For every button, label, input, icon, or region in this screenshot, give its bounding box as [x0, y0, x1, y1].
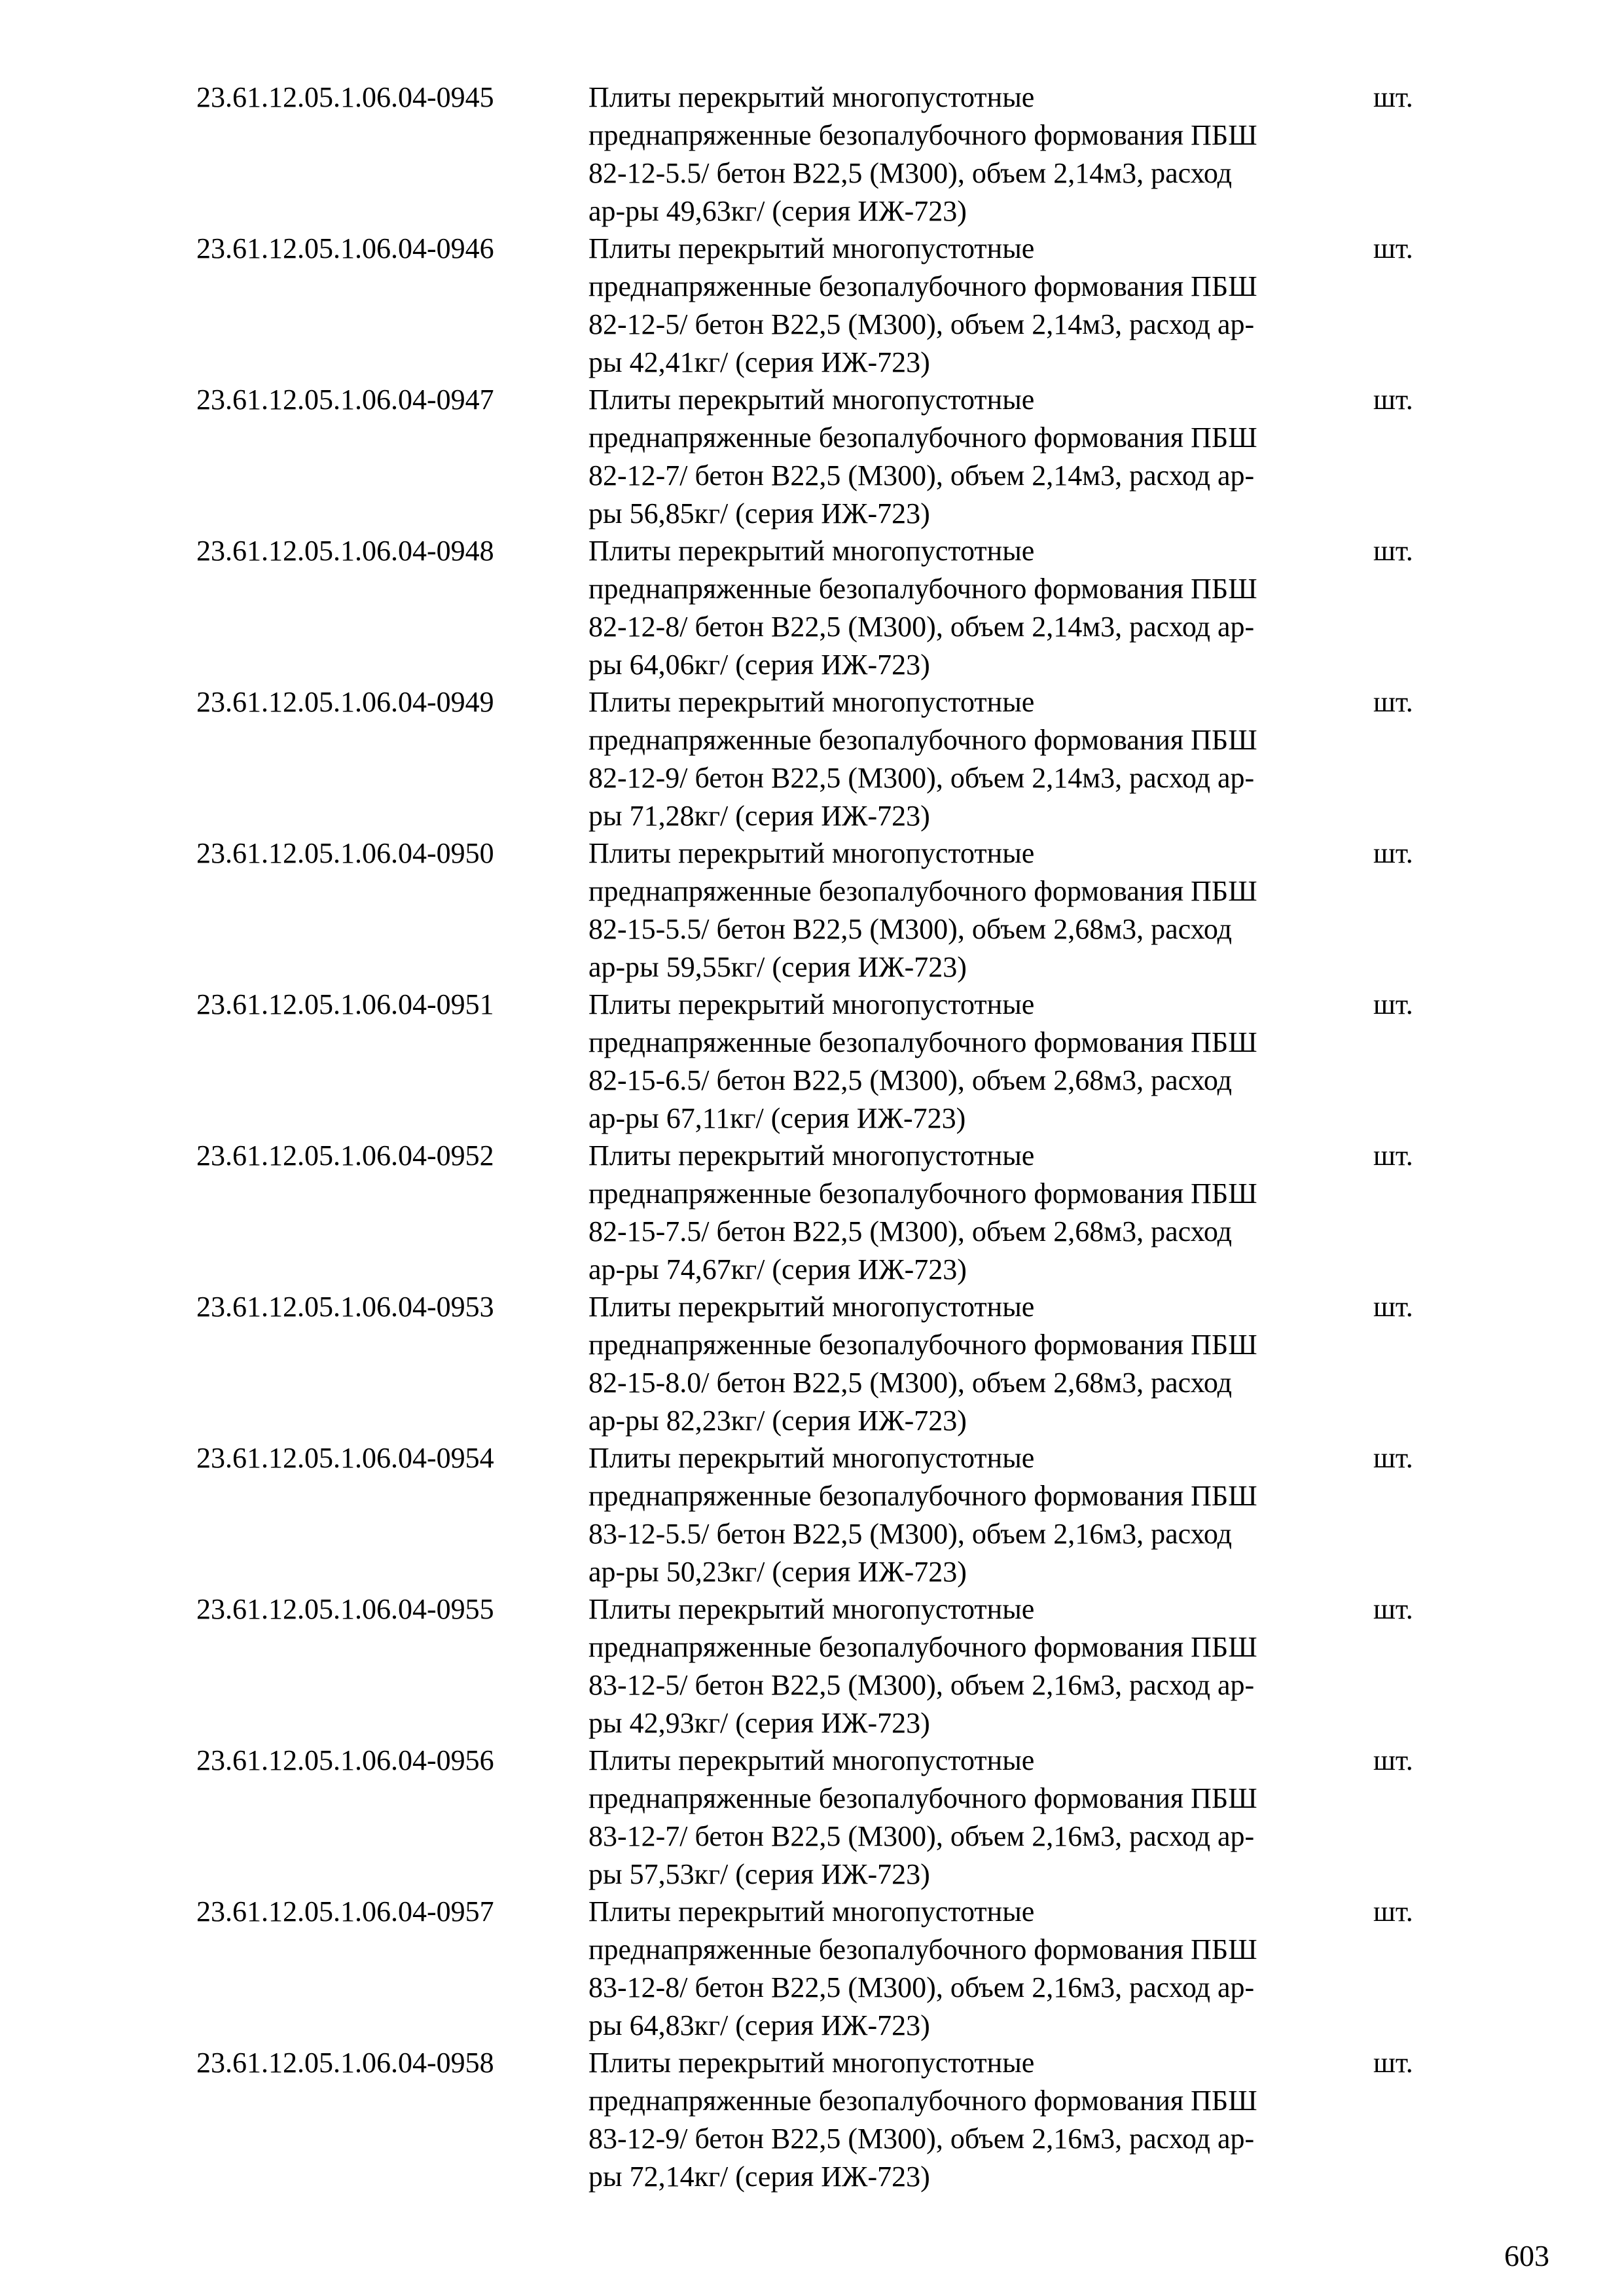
unit-of-measure: шт.: [1373, 384, 1413, 416]
unit-of-measure: шт.: [1373, 1291, 1413, 1323]
description-line-1: Плиты перекрытий многопустотные: [588, 384, 1035, 416]
resource-code: 23.61.12.05.1.06.04-0951: [196, 988, 494, 1020]
description-line-4: ры 42,41кг/ (серия ИЖ-723): [588, 346, 930, 378]
table-row: [0, 1288, 1624, 1439]
description-line-2: преднапряженные безопалубочного формования ПБШ: [588, 1177, 1257, 1210]
description-line-4: ар-ры 67,11кг/ (серия ИЖ-723): [588, 1102, 966, 1134]
description-line-1: Плиты перекрытий многопустотные: [588, 1895, 1035, 1928]
description-line-4: ар-ры 49,63кг/ (серия ИЖ-723): [588, 195, 967, 227]
unit-of-measure: шт.: [1373, 535, 1413, 567]
description-line-4: ры 72,14кг/ (серия ИЖ-723): [588, 2161, 930, 2193]
description-line-3: 82-15-8.0/ бетон В22,5 (М300), объем 2,68м3, расход: [588, 1367, 1233, 1399]
description-line-3: 82-12-5/ бетон В22,5 (М300), объем 2,14м3, расход ар-: [588, 308, 1255, 340]
description-line-1: Плиты перекрытий многопустотные: [588, 1291, 1035, 1323]
resource-code: 23.61.12.05.1.06.04-0955: [196, 1593, 494, 1625]
description-line-3: 82-12-7/ бетон В22,5 (М300), объем 2,14м3, расход ар-: [588, 459, 1255, 492]
table-row: [0, 834, 1624, 986]
table-row: [0, 1742, 1624, 1893]
resource-description: [588, 1137, 1367, 1289]
description-line-3: 82-15-7.5/ бетон В22,5 (М300), объем 2,68м3, расход: [588, 1215, 1233, 1247]
description-line-4: ры 56,85кг/ (серия ИЖ-723): [588, 497, 930, 529]
description-line-3: 83-12-5.5/ бетон В22,5 (М300), объем 2,16м3, расход: [588, 1518, 1233, 1550]
description-line-4: ар-ры 82,23кг/ (серия ИЖ-723): [588, 1405, 967, 1437]
price-list-table: [0, 79, 1624, 2195]
description-line-3: 83-12-9/ бетон В22,5 (М300), объем 2,16м3, расход ар-: [588, 2123, 1255, 2155]
description-line-2: преднапряженные безопалубочного формования ПБШ: [588, 1329, 1257, 1361]
resource-code: 23.61.12.05.1.06.04-0953: [196, 1291, 494, 1323]
description-line-1: Плиты перекрытий многопустотные: [588, 1744, 1035, 1776]
unit-of-measure: шт.: [1373, 232, 1413, 264]
description-line-1: Плиты перекрытий многопустотные: [588, 81, 1035, 113]
description-line-2: преднапряженные безопалубочного формования ПБШ: [588, 270, 1257, 302]
description-line-4: ры 64,83кг/ (серия ИЖ-723): [588, 2009, 930, 2041]
description-line-1: Плиты перекрытий многопустотные: [588, 232, 1035, 264]
description-line-3: 83-12-8/ бетон В22,5 (М300), объем 2,16м3, расход ар-: [588, 1971, 1255, 2003]
resource-code: 23.61.12.05.1.06.04-0954: [196, 1442, 494, 1474]
description-line-3: 82-12-9/ бетон В22,5 (М300), объем 2,14м3, расход ар-: [588, 762, 1255, 794]
resource-description: [588, 381, 1367, 533]
resource-description: [588, 683, 1367, 835]
description-line-2: преднапряженные безопалубочного формования ПБШ: [588, 1026, 1257, 1058]
description-line-2: преднапряженные безопалубочного формования ПБШ: [588, 1631, 1257, 1663]
resource-code: 23.61.12.05.1.06.04-0958: [196, 2047, 494, 2079]
unit-of-measure: шт.: [1373, 988, 1413, 1020]
unit-of-measure: шт.: [1373, 1895, 1413, 1928]
description-line-1: Плиты перекрытий многопустотные: [588, 1442, 1035, 1474]
description-line-4: ар-ры 59,55кг/ (серия ИЖ-723): [588, 951, 967, 983]
resource-description: [588, 1590, 1367, 1742]
unit-of-measure: шт.: [1373, 837, 1413, 869]
description-line-1: Плиты перекрытий многопустотные: [588, 1139, 1035, 1172]
description-line-3: 82-12-8/ бетон В22,5 (М300), объем 2,14м3, расход ар-: [588, 611, 1255, 643]
resource-description: [588, 230, 1367, 382]
resource-code: 23.61.12.05.1.06.04-0945: [196, 81, 494, 113]
description-line-2: преднапряженные безопалубочного формования ПБШ: [588, 1782, 1257, 1814]
description-line-3: 82-12-5.5/ бетон В22,5 (М300), объем 2,14м3, расход: [588, 157, 1233, 189]
resource-description: [588, 986, 1367, 1138]
description-line-4: ар-ры 74,67кг/ (серия ИЖ-723): [588, 1253, 967, 1285]
unit-of-measure: шт.: [1373, 1139, 1413, 1172]
description-line-2: преднапряженные безопалубочного формования ПБШ: [588, 2085, 1257, 2117]
description-line-1: Плиты перекрытий многопустотные: [588, 2047, 1035, 2079]
description-line-4: ры 64,06кг/ (серия ИЖ-723): [588, 649, 930, 681]
description-line-2: преднапряженные безопалубочного формования ПБШ: [588, 1480, 1257, 1512]
resource-code: 23.61.12.05.1.06.04-0946: [196, 232, 494, 264]
resource-description: [588, 79, 1367, 230]
table-row: [0, 79, 1624, 230]
description-line-1: Плиты перекрытий многопустотные: [588, 837, 1035, 869]
table-row: [0, 1893, 1624, 2044]
resource-description: [588, 1439, 1367, 1591]
description-line-2: преднапряженные безопалубочного формования ПБШ: [588, 422, 1257, 454]
resource-code: 23.61.12.05.1.06.04-0950: [196, 837, 494, 869]
table-row: [0, 1590, 1624, 1742]
page-number: 603: [1504, 2239, 1549, 2272]
description-line-1: Плиты перекрытий многопустотные: [588, 686, 1035, 718]
unit-of-measure: шт.: [1373, 81, 1413, 113]
resource-code: 23.61.12.05.1.06.04-0947: [196, 384, 494, 416]
resource-description: [588, 1288, 1367, 1440]
resource-description: [588, 532, 1367, 684]
description-line-2: преднапряженные безопалубочного формования ПБШ: [588, 573, 1257, 605]
resource-code: 23.61.12.05.1.06.04-0956: [196, 1744, 494, 1776]
description-line-3: 83-12-7/ бетон В22,5 (М300), объем 2,16м3, расход ар-: [588, 1820, 1255, 1852]
table-row: [0, 1137, 1624, 1288]
description-line-2: преднапряженные безопалубочного формования ПБШ: [588, 875, 1257, 907]
resource-description: [588, 834, 1367, 986]
table-row: [0, 986, 1624, 1137]
unit-of-measure: шт.: [1373, 2047, 1413, 2079]
description-line-3: 82-15-5.5/ бетон В22,5 (М300), объем 2,68м3, расход: [588, 913, 1233, 945]
description-line-4: ры 42,93кг/ (серия ИЖ-723): [588, 1707, 930, 1739]
resource-description: [588, 2044, 1367, 2196]
table-row: [0, 1439, 1624, 1590]
description-line-1: Плиты перекрытий многопустотные: [588, 988, 1035, 1020]
description-line-3: 82-15-6.5/ бетон В22,5 (М300), объем 2,68м3, расход: [588, 1064, 1233, 1096]
description-line-4: ры 71,28кг/ (серия ИЖ-723): [588, 800, 930, 832]
resource-description: [588, 1893, 1367, 2045]
resource-description: [588, 1742, 1367, 1893]
table-row: [0, 230, 1624, 381]
resource-code: 23.61.12.05.1.06.04-0948: [196, 535, 494, 567]
description-line-2: преднапряженные безопалубочного формования ПБШ: [588, 724, 1257, 756]
table-row: [0, 2044, 1624, 2195]
table-row: [0, 381, 1624, 532]
description-line-1: Плиты перекрытий многопустотные: [588, 1593, 1035, 1625]
unit-of-measure: шт.: [1373, 1593, 1413, 1625]
table-row: [0, 683, 1624, 834]
description-line-2: преднапряженные безопалубочного формования ПБШ: [588, 119, 1257, 151]
resource-code: 23.61.12.05.1.06.04-0952: [196, 1139, 494, 1172]
unit-of-measure: шт.: [1373, 1442, 1413, 1474]
resource-code: 23.61.12.05.1.06.04-0949: [196, 686, 494, 718]
description-line-1: Плиты перекрытий многопустотные: [588, 535, 1035, 567]
description-line-4: ар-ры 50,23кг/ (серия ИЖ-723): [588, 1556, 967, 1588]
description-line-2: преднапряженные безопалубочного формования ПБШ: [588, 1933, 1257, 1965]
description-line-4: ры 57,53кг/ (серия ИЖ-723): [588, 1858, 930, 1890]
description-line-3: 83-12-5/ бетон В22,5 (М300), объем 2,16м3, расход ар-: [588, 1669, 1255, 1701]
resource-code: 23.61.12.05.1.06.04-0957: [196, 1895, 494, 1928]
unit-of-measure: шт.: [1373, 686, 1413, 718]
table-row: [0, 532, 1624, 683]
unit-of-measure: шт.: [1373, 1744, 1413, 1776]
